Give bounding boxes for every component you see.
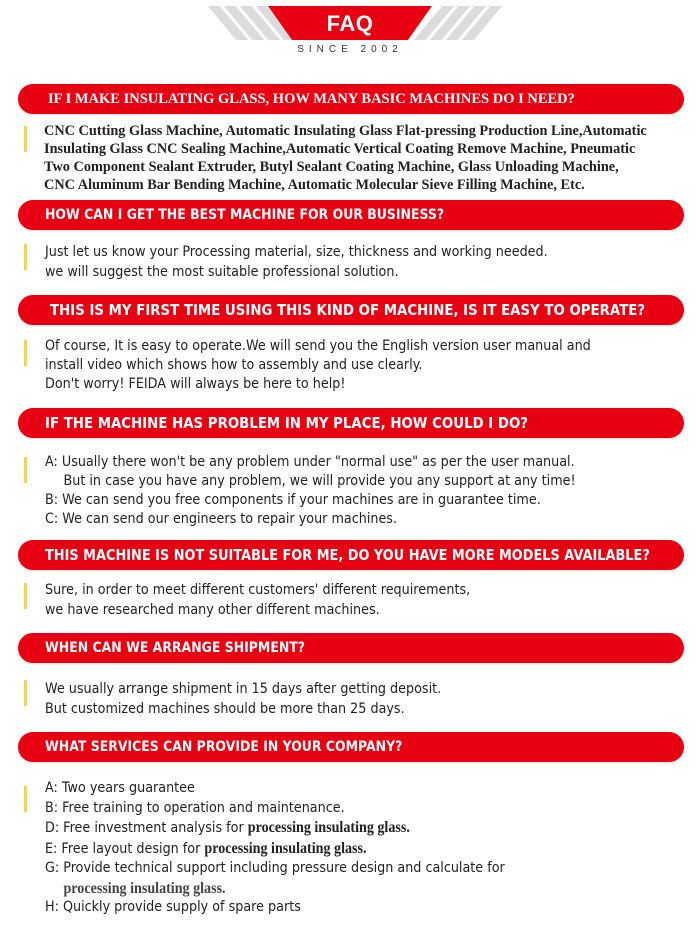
faq-banner (268, 6, 432, 40)
question-text: IF I MAKE INSULATING GLASS, HOW MANY BASIC MACHINES DO I NEED? (48, 91, 575, 107)
question-bar (18, 540, 684, 570)
accent-bar (24, 457, 27, 483)
faq-title: FAQ (326, 11, 374, 36)
answer-text: Sure, in order to meet different customers' different requirements, we have researched many other different machines. (45, 582, 471, 618)
question-bar (18, 633, 684, 663)
accent-bar (24, 340, 27, 366)
question-text: IF THE MACHINE HAS PROBLEM IN MY PLACE, HOW COULD I DO? (45, 414, 529, 432)
accent-bar (24, 786, 27, 812)
accent-bar (24, 680, 27, 706)
answer-text: A: Usually there won't be any problem under "normal use" as per the user manual. But in case you have any problem, we will provide you any support at any time! B: We can send you free components if your machines are in guarantee time. C: We can send our engineers to repair your machines. (45, 454, 576, 527)
decorative-stripes-right (424, 6, 484, 40)
faq-header (0, 0, 700, 72)
question-text: HOW CAN I GET THE BEST MACHINE FOR OUR BUSINESS? (45, 207, 445, 223)
accent-bar (24, 126, 27, 152)
answer-text: Just let us know your Processing material, size, thickness and working needed. we will suggest the most suitable professional solution. (45, 244, 548, 280)
question-bar (18, 84, 684, 114)
since-subtitle: SINCE 2002 (297, 44, 403, 55)
question-text: WHEN CAN WE ARRANGE SHIPMENT? (45, 640, 306, 656)
accent-bar (24, 244, 27, 270)
answer-text: We usually arrange shipment in 15 days after getting deposit. But customized machines should be more than 25 days. (45, 681, 442, 717)
answer-text: Of course, It is easy to operate.We will send you the English version user manual and install video which shows how to assembly and use clearly. Don't worry! FEIDA will always be here to help! (45, 338, 591, 392)
question-text: THIS IS MY FIRST TIME USING THIS KIND OF MACHINE, IS IT EASY TO OPERATE? (50, 301, 646, 319)
question-text: THIS MACHINE IS NOT SUITABLE FOR ME, DO YOU HAVE MORE MODELS AVAILABLE? (45, 546, 650, 564)
accent-bar (24, 583, 27, 609)
question-bar (18, 408, 684, 438)
question-bar (18, 295, 684, 325)
question-bar (18, 732, 684, 762)
answer-text: CNC Cutting Glass Machine, Automatic Insulating Glass Flat-pressing Production Line,Automatic Insulating Glass CNC Sealing Machine,Automatic Vertical Coating Remove Machine, Pneumatic Two Component Sealant Extruder, Butyl Sealant Coating Machine, Glass Unloading Machine, CNC Aluminum Bar Bending Machine, Automatic Molecular Sieve Filling Machine, Etc. (44, 123, 647, 193)
answer-text: A: Two years guarantee B: Free training to operation and maintenance. D: Free investment analysis for processing insulating glass. E: Free layout design for processing insulating glass. G: Provide technical support including pressure design and calculate for processing insulating glass. H: Quickly provide supply of spare parts (45, 780, 505, 915)
question-text: WHAT SERVICES CAN PROVIDE IN YOUR COMPANY? (45, 739, 403, 755)
question-bar (18, 200, 684, 230)
